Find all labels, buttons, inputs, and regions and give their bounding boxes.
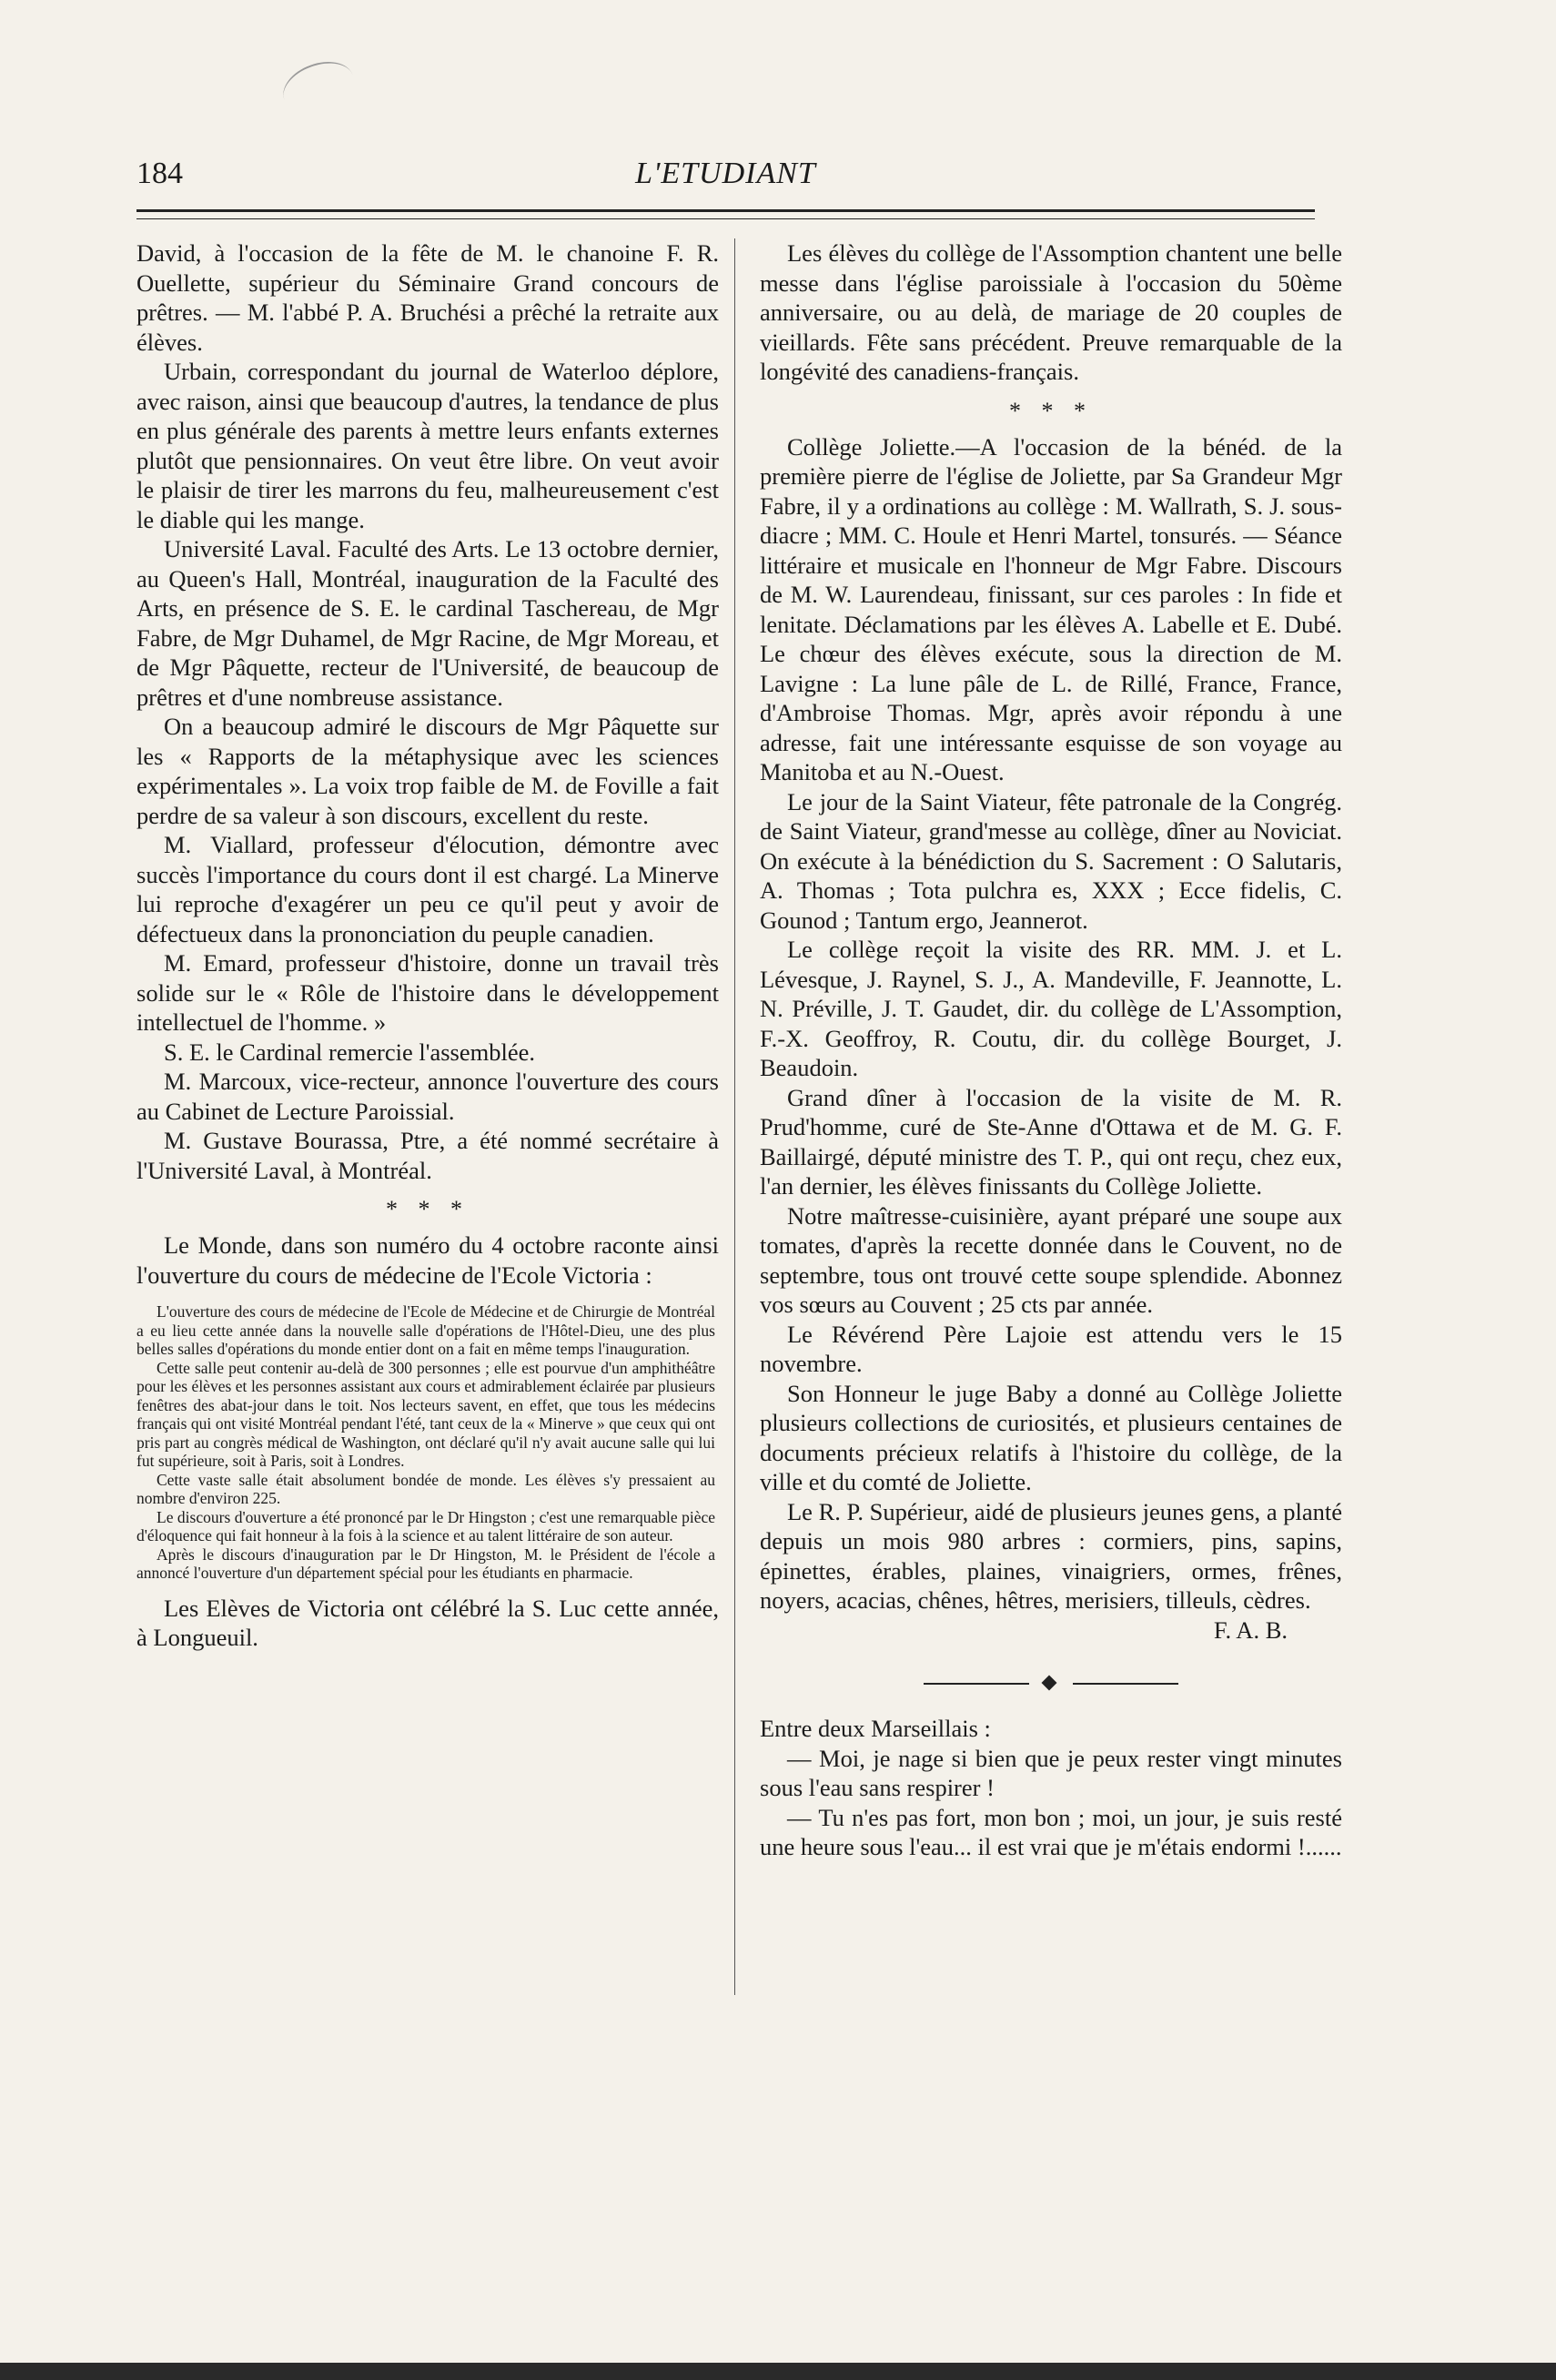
paragraph: Urbain, correspondant du journal de Waterloo déplore, avec raison, ainsi que beaucoup d'autres, la tendance de plus en plus générale des parents à mettre leurs enfants externes plutôt que pensionnaires. On veut être libre. On veut avoir le plaisir de tirer les marrons du feu, malheureusement c'est le diable qui les mange. [136, 358, 719, 533]
paragraph: M. Emard, professeur d'histoire, donne un travail très solide sur le « Rôle de l'histoire dans le développement intellectuel de l'homme. » [136, 949, 719, 1036]
section-stars: * * * [386, 1196, 470, 1222]
paragraph: Les Elèves de Victoria ont célébré la S. Luc cette année, à Longueuil. [136, 1594, 719, 1651]
paragraph: M. Marcoux, vice-recteur, annonce l'ouverture des cours au Cabinet de Lecture Paroissial. [136, 1068, 719, 1125]
quote-paragraph: Cette vaste salle était absolument bondée de monde. Les élèves s'y pressaient au nombre d'environ 225. [136, 1470, 715, 1507]
section-stars: * * * [1009, 397, 1093, 424]
dialogue-intro: Entre deux Marseillais : [760, 1715, 991, 1742]
paragraph: Son Honneur le juge Baby a donné au Collège Joliette plusieurs collections de curiosités, et plusieurs centaines de documents précieux relatifs à l'histoire du collège, de la ville et du comté de Joliette. [760, 1379, 1342, 1495]
paragraph: Le R. P. Supérieur, aidé de plusieurs jeunes gens, a planté depuis un mois 980 arbres : cormiers, pins, sapins, épinettes, érables, plaines, vinaigriers, ormes, frênes, noyers, acacias, chênes, hêtres, merisiers, tilleuls, cèdres. [760, 1497, 1342, 1614]
left-column [136, 238, 719, 1653]
paragraph: Le Monde, dans son numéro du 4 octobre raconte ainsi l'ouverture du cours de médecine de l'Ecole Victoria : [136, 1231, 719, 1289]
ornament-divider [924, 1677, 1178, 1690]
quote-paragraph: Après le discours d'inauguration par le Dr Hingston, M. le Président de l'école a annoncé l'ouverture d'un département spécial pour les étudiants en pharmacie. [136, 1544, 715, 1582]
paragraph: Université Laval. Faculté des Arts. Le 13 octobre dernier, au Queen's Hall, Montréal, inauguration de la Faculté des Arts, en présence de S. E. le cardinal Taschereau, de Mgr Fabre, de Mgr Duhamel, de Mgr Racine, de Mgr Moreau, et de Mgr Pâquette, recteur de l'Université, de beaucoup de prêtres et d'une nombreuse assistance. [136, 535, 719, 711]
signature: F. A. B. [1213, 1615, 1288, 1644]
quote-paragraph: L'ouverture des cours de médecine de l'Ecole de Médecine et de Chirurgie de Montréal a eu lieu cette année dans la nouvelle salle d'opérations de l'Hôtel-Dieu, une des plus belles salles d'opérations du monde entier dont on a fait en même temps l'inauguration. [136, 1302, 715, 1358]
paragraph: Les élèves du collège de l'Assomption chantent une belle messe dans l'église paroissiale à l'occasion du 50ème anniversaire, ou au delà, de mariage de 20 couples de vieillards. Fête sans précédent. Preuve remarquable de la longévité des canadiens-français. [760, 239, 1342, 385]
paragraph: Le collège reçoit la visite des RR. MM. J. et L. Lévesque, J. Raynel, S. J., A. Mandeville, F. Jeannotte, L. N. Préville, J. T. Gaudet, dir. du collège de L'Assomption, F.-X. Geoffroy, R. Coutu, dir. du collège Bourget, J. Beaudoin. [760, 936, 1342, 1081]
paragraph: M. Gustave Bourassa, Ptre, a été nommé secrétaire à l'Université Laval, à Montréal. [136, 1127, 719, 1184]
running-title: L'ETUDIANT [635, 157, 816, 190]
dialogue-line: — Moi, je nage si bien que je peux rester vingt minutes sous l'eau sans respirer ! [760, 1744, 1342, 1801]
ink-smudge [277, 53, 361, 122]
paragraph: On a beaucoup admiré le discours de Mgr Pâquette sur les « Rapports de la métaphysique avec les sciences expérimentales ». La voix trop faible de M. de Foville a fait perdre de sa valeur à son discours, excellent du reste. [136, 713, 719, 829]
quote-paragraph: Cette salle peut contenir au-delà de 300 personnes ; elle est pourvue d'un amphithéâtre pour les élèves et les personnes assistant aux cours et admirablement éclairée par plusieurs fenêtres des abat-jour dans le toit. Nos lecteurs savent, en effet, que tous les médecins français qui ont visité Montréal pendant l'été, tant ceux de la « Minerve » que ceux qui ont pris part au congrès médical de Washington, ont déclaré qu'il n'y avait aucune salle qui lui fut supérieure, soit à Paris, soit à Londres. [136, 1358, 715, 1470]
paragraph: Notre maîtresse-cuisinière, ayant préparé une soupe aux tomates, d'après la recette donnée dans le Couvent, no de septembre, tous ont trouvé cette soupe splendide. Abonnez vos sœurs au Couvent ; 25 cts par année. [760, 1201, 1342, 1318]
ornament-line-right [1073, 1683, 1178, 1685]
paragraph: Le jour de la Saint Viateur, fête patronale de la Congrég. de Saint Viateur, grand'messe au collège, dîner au Noviciat. On exécute à la bénédiction du S. Sacrement : O Salutaris, A. Thomas ; Tota pulchra es, XXX ; Ecce fidelis, C. Gounod ; Tantum ergo, Jeannerot. [760, 787, 1342, 934]
paragraph: Collège Joliette.—A l'occasion de la bénéd. de la première pierre de l'église de Joliette, par Sa Grandeur Mgr Fabre, il y a ordinations au collège : M. Wallrath, S. J. sous-diacre ; MM. C. Houle et Henri Martel, tonsurés. — Séance littéraire et musicale en l'honneur de Mgr Fabre. Discours de M. W. Laurendeau, finissant, sur ces paroles : In fide et lenitate. Déclamations par les élèves A. Labelle et E. Dubé. Le chœur des élèves exécute, sous la direction de M. Lavigne : La lune pâle de L. de Rillé, France, France, d'Ambroise Thomas. Mgr, après avoir répondu à une adresse, fait une intéressante esquisse de son voyage au Manitoba et au N.-Ouest. [760, 432, 1342, 785]
header-rule [136, 209, 1315, 219]
page-header [136, 157, 1315, 202]
column-divider [734, 238, 735, 1995]
ornament-diamond [1042, 1676, 1057, 1691]
paragraph: Grand dîner à l'occasion de la visite de M. R. Prud'homme, curé de Ste-Anne d'Ottawa et de M. G. F. Baillairgé, député ministre des T. P., qui ont reçu, chez eux, l'an dernier, les élèves finissants du Collège Joliette. [760, 1083, 1342, 1200]
scan-edge-bar [0, 2363, 1556, 2380]
paragraph: M. Viallard, professeur d'élocution, démontre avec succès l'importance du cours dont il est chargé. La Minerve lui reproche d'exagérer un peu ce qu'il peut y avoir de défectueux dans la prononciation du peuple canadien. [136, 831, 719, 947]
dialogue-line: — Tu n'es pas fort, mon bon ; moi, un jour, je suis resté une heure sous l'eau... il est vrai que je m'étais endormi !...... [760, 1803, 1342, 1860]
right-column [760, 238, 1342, 1862]
quoted-article [136, 1302, 715, 1583]
paragraph: David, à l'occasion de la fête de M. le chanoine F. R. Ouellette, supérieur du Séminaire Grand concours de prêtres. — M. l'abbé P. A. Bruchési a prêché la retraite aux élèves. [136, 239, 719, 356]
page-number: 184 [136, 157, 183, 190]
quote-paragraph: Le discours d'ouverture a été prononcé par le Dr Hingston ; c'est une remarquable pièce d'éloquence qui fait honneur à la fois à la science et au talent littéraire de son auteur. [136, 1507, 715, 1544]
paragraph: S. E. le Cardinal remercie l'assemblée. [164, 1038, 536, 1066]
ornament-line-left [924, 1683, 1029, 1685]
paragraph: Le Révérend Père Lajoie est attendu vers le 15 novembre. [760, 1320, 1342, 1377]
